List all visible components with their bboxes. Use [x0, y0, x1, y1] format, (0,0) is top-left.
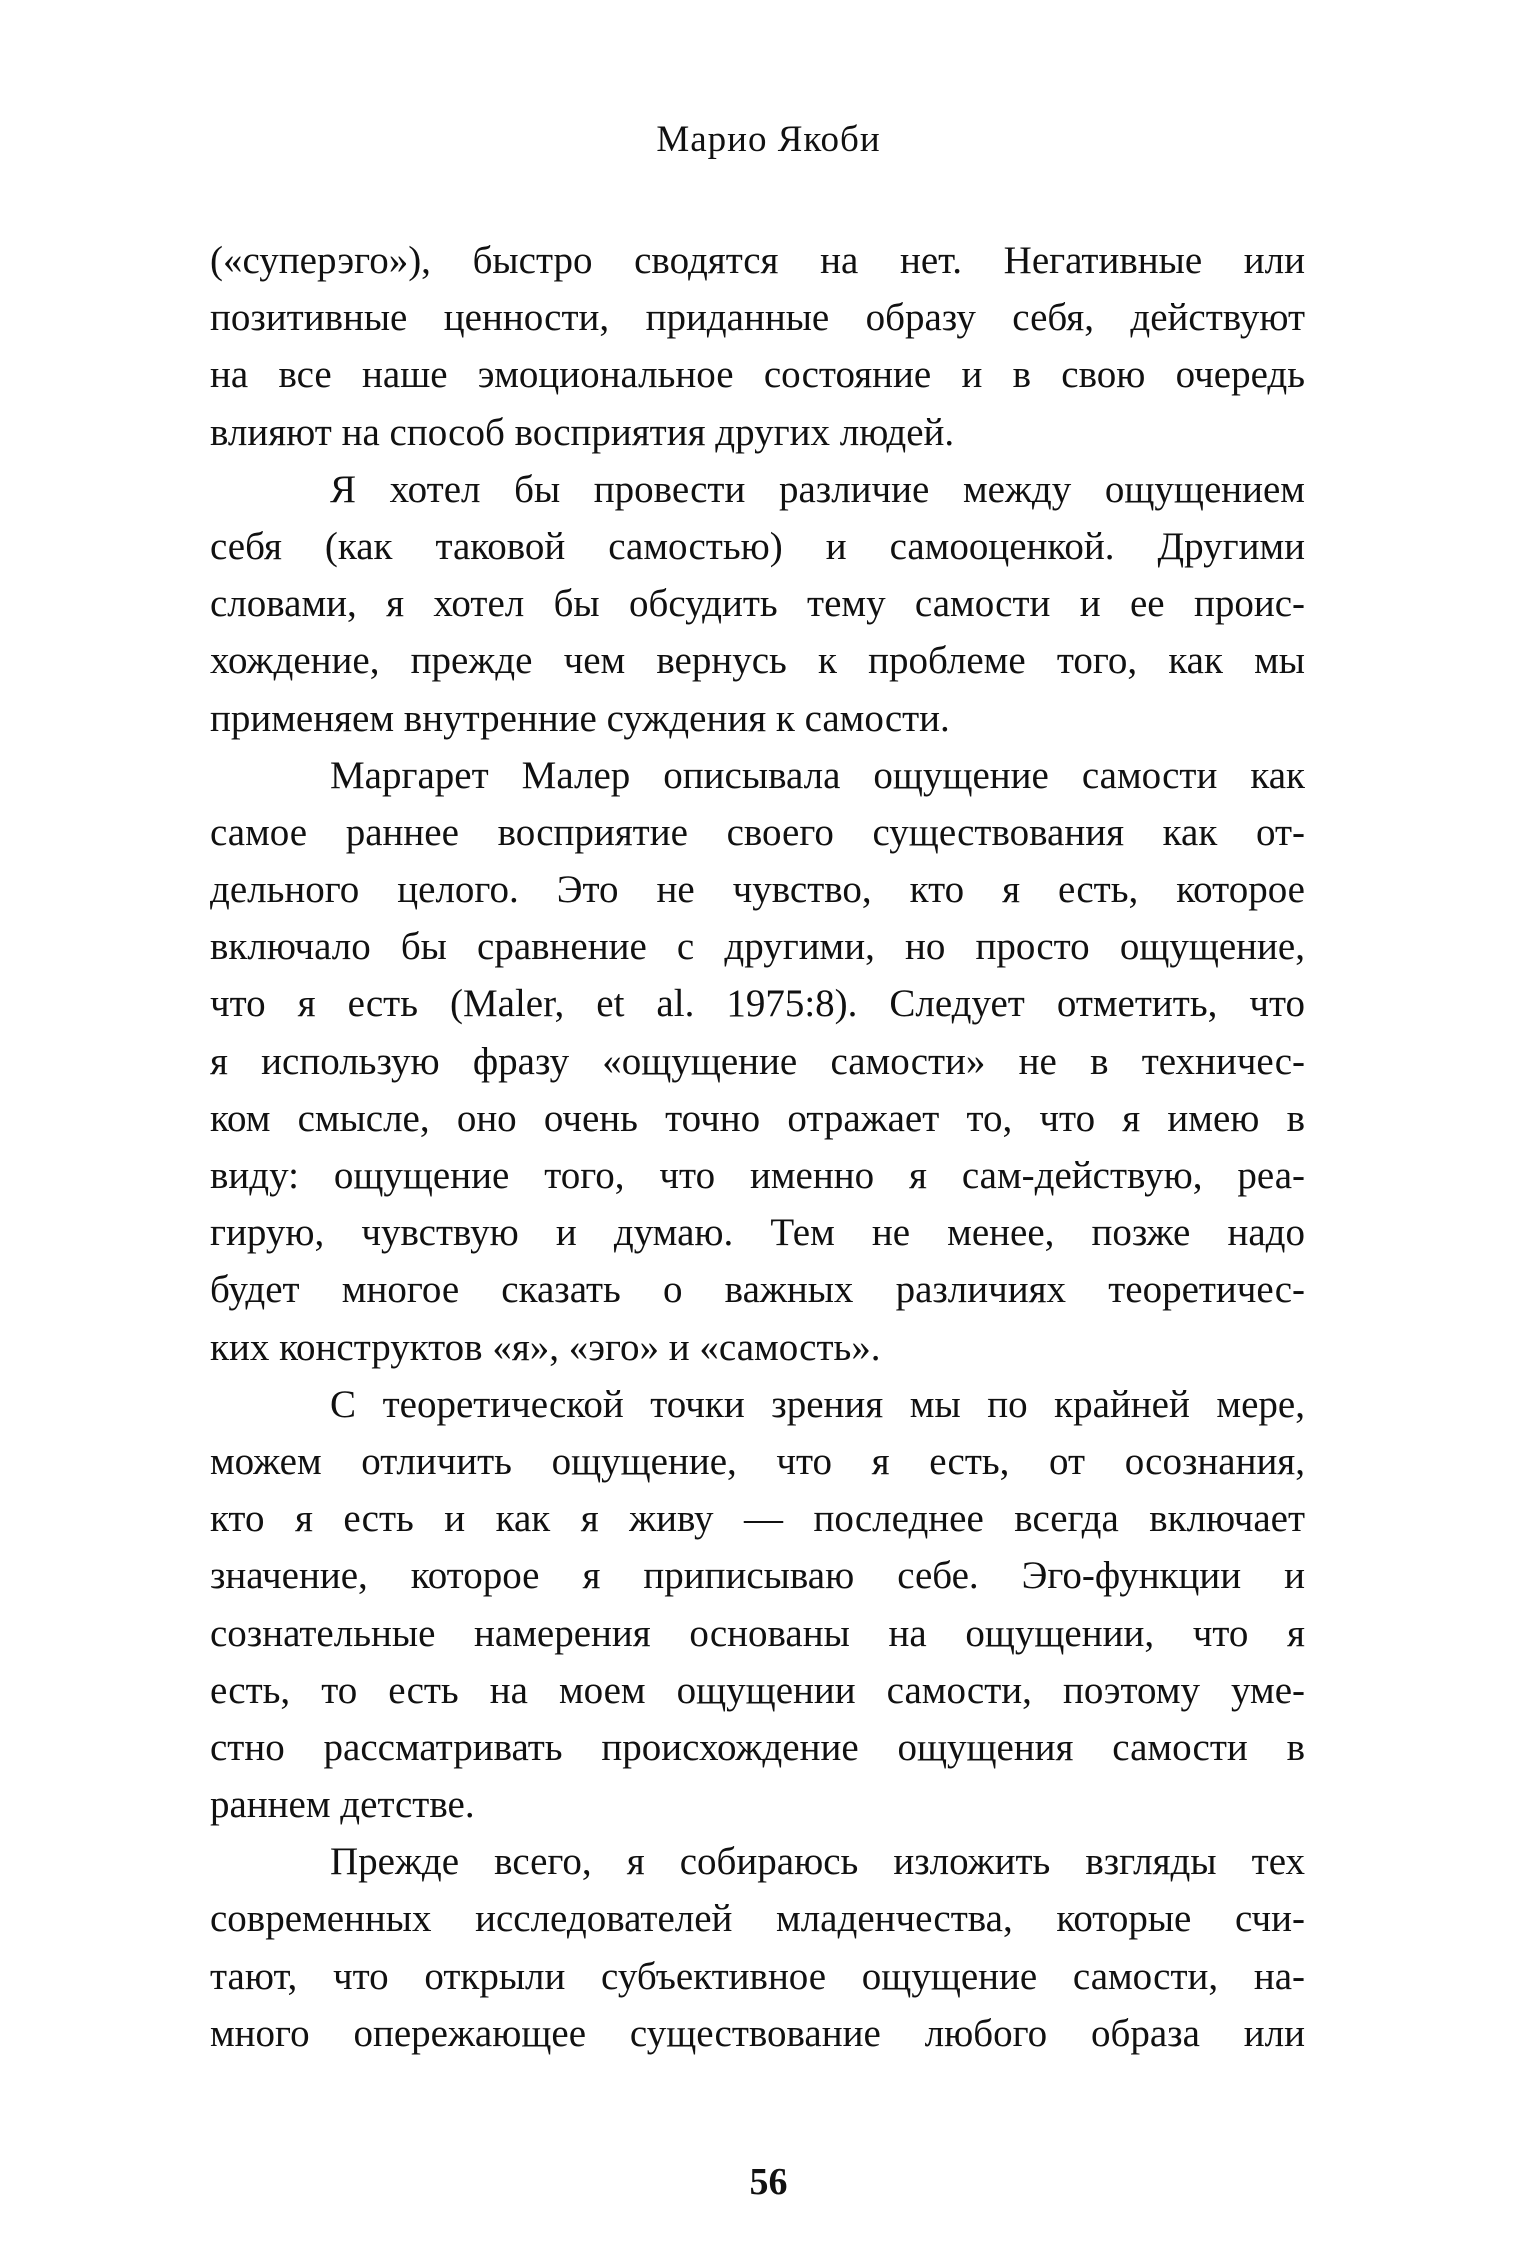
text-line: тают, что открыли субъективное ощущение самости, на-: [210, 1954, 1305, 1998]
text-line: я использую фразу «ощущение самости» не в техничес-: [210, 1039, 1305, 1083]
text-line: словами, я хотел бы обсудить тему самости и ее проис-: [210, 582, 1305, 626]
text-line: стно рассматривать происхождение ощущения самости в: [210, 1725, 1305, 1769]
text-line: можем отличить ощущение, что я есть, от осознания,: [210, 1439, 1305, 1483]
text-line: сознательные намерения основаны на ощущении, что я: [210, 1611, 1305, 1655]
text-line: будет многое сказать о важных различиях теоретичес-: [210, 1268, 1305, 1312]
text-line: («суперэго»), быстро сводятся на нет. Негативные или: [210, 239, 1305, 282]
text-line: ких конструктов «я», «эго» и «самость».: [210, 1325, 881, 1369]
text-line: гирую, чувствую и думаю. Тем не менее, позже надо: [210, 1211, 1305, 1255]
text-line: влияют на способ восприятия других людей.: [210, 410, 955, 454]
body-text: [210, 232, 1305, 2062]
text-line: кто я есть и как я живу — последнее всегда включает: [210, 1497, 1305, 1541]
text-line: виду: ощущение того, что именно я сам-действую, реа-: [210, 1154, 1305, 1197]
text-line: ком смысле, оно очень точно отражает то, что я имею в: [210, 1096, 1305, 1140]
text-line: современных исследователей младенчества, которые счи-: [210, 1897, 1305, 1941]
text-line: раннем детстве.: [210, 1783, 475, 1827]
text-line: себя (как таковой самостью) и самооценкой. Другими: [210, 524, 1305, 568]
text-line: позитивные ценности, приданные образу себя, действуют: [210, 296, 1305, 340]
text-line: Прежде всего, я собираюсь изложить взгляды тех: [330, 1840, 1305, 1884]
text-line: значение, которое я приписываю себе. Эго-функции и: [210, 1554, 1305, 1598]
text-line: включало бы сравнение с другими, но просто ощущение,: [210, 925, 1305, 969]
text-line: хождение, прежде чем вернусь к проблеме того, как мы: [210, 639, 1305, 683]
text-line: есть, то есть на моем ощущении самости, поэтому уме-: [210, 1668, 1305, 1712]
page-number: 56: [749, 2161, 788, 2203]
text-line: применяем внутренние суждения к самости.: [210, 696, 950, 740]
text-line: дельного целого. Это не чувство, кто я есть, которое: [210, 868, 1305, 912]
text-line: С теоретической точки зрения мы по крайней мере,: [330, 1382, 1305, 1426]
text-line: на все наше эмоциональное состояние и в свою очередь: [210, 353, 1305, 397]
text-line: Я хотел бы провести различие между ощущением: [330, 467, 1305, 511]
text-line: что я есть (Maler, et al. 1975:8). Следует отметить, что: [210, 982, 1305, 1026]
text-line: самое раннее восприятие своего существования как от-: [210, 810, 1305, 854]
text-line: много опережающее существование любого образа или: [210, 2011, 1305, 2055]
text-line: Маргарет Малер описывала ощущение самости как: [330, 753, 1305, 797]
running-head-author: Марио Якоби: [656, 119, 881, 160]
